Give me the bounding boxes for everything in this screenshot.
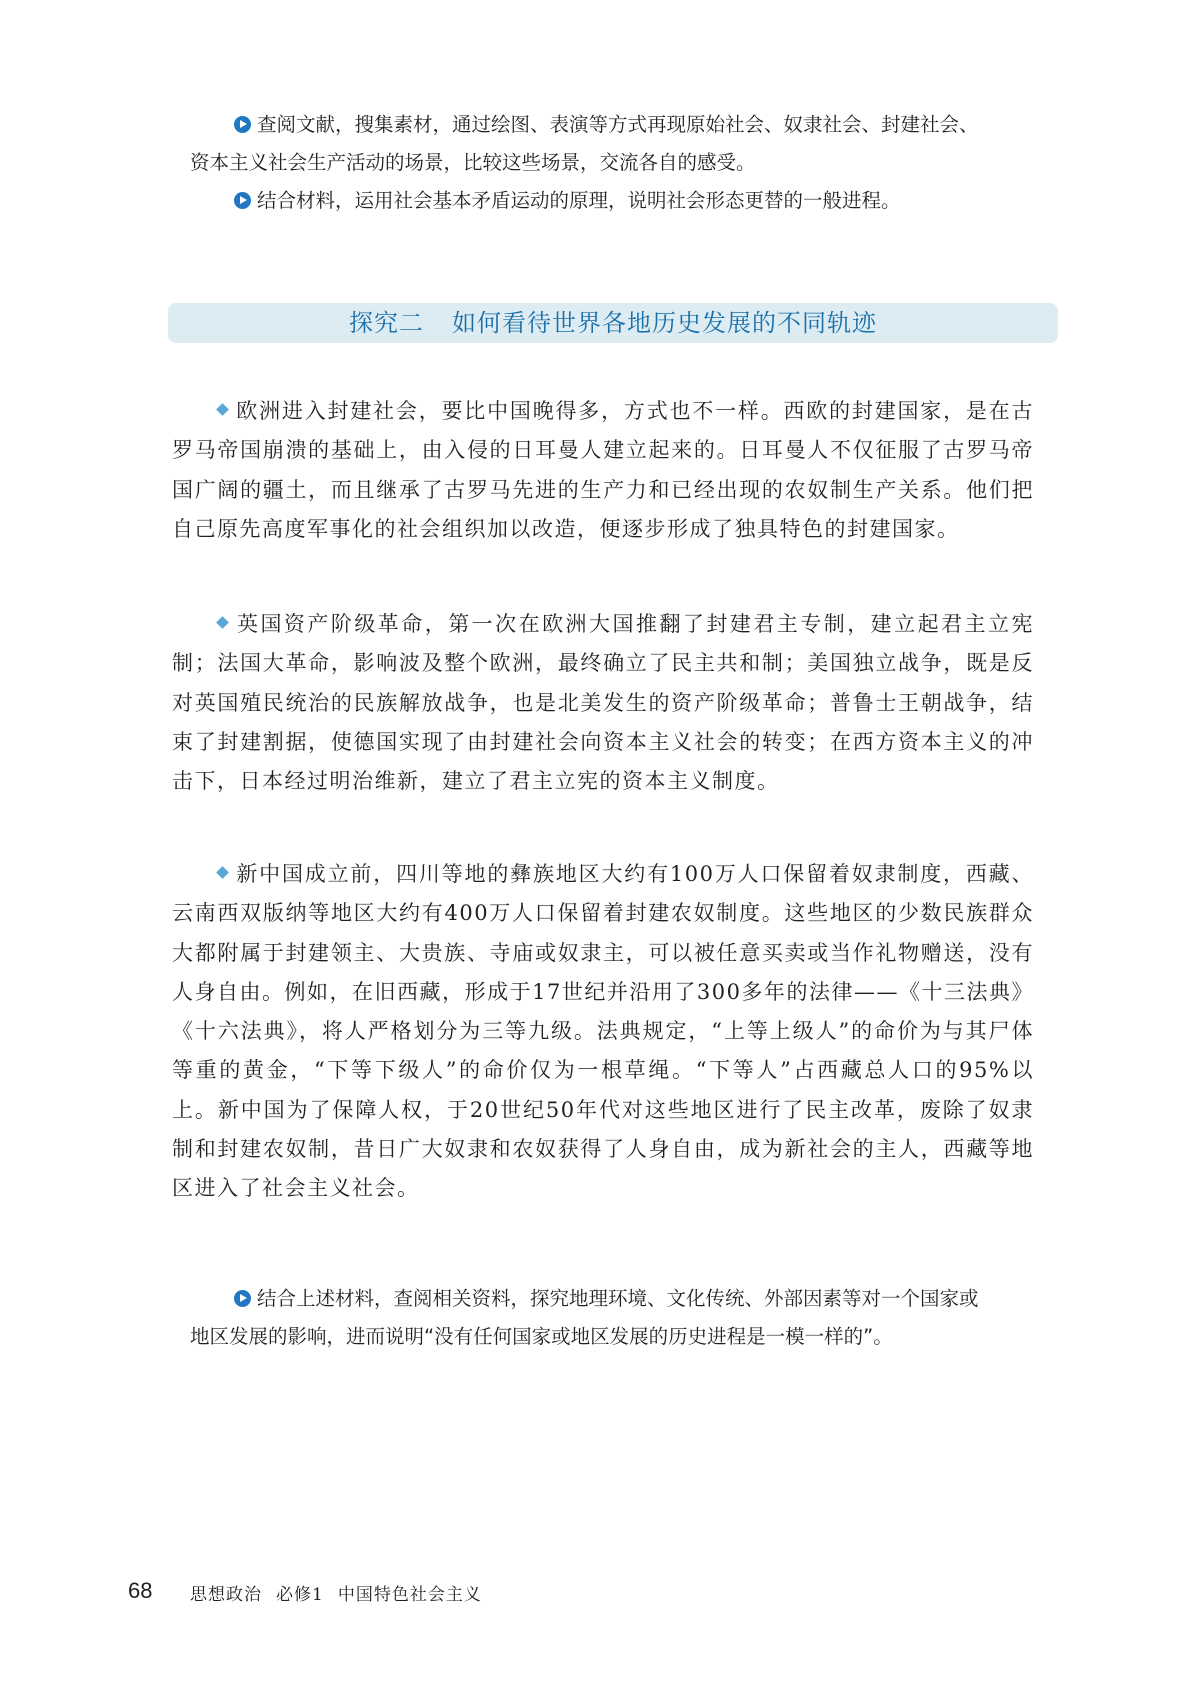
task-1-line-2: 资本主义社会生产活动的场景，比较这些场景，交流各自的感受。 [190,151,756,174]
footer-book-title: 中国特色社会主义 [337,1585,482,1605]
material-2-text: 英国资产阶级革命，第一次在欧洲大国推翻了封建君主专制，建立起君主立宪制；法国大革命，影响波及整个欧洲，最终确立了民主共和制；美国独立战争，既是反对英国殖民统治的民族解放战争，也是北美发生的资产阶级革命；普鲁士王朝战争，结束了封建割据，使德国实现了由封建社会向资本主义社会的转变；在西方资本主义的冲击下，日本经过明治维新，建立了君主立宪的资本主义制度。 [172,612,1034,794]
section-heading: 如何看待世界各地历史发展的不同轨迹 [452,309,877,337]
task-2 [190,182,1010,220]
page-number: 68 [128,1578,153,1603]
running-footer [190,1580,496,1605]
footer-subject: 思想政治 [190,1585,262,1605]
diamond-bullet-icon [216,403,229,416]
task-3 [190,1280,1010,1356]
diamond-bullet-icon [216,866,229,879]
material-3 [172,855,1034,1209]
task-1 [190,106,1010,182]
task-1-line-1: 查阅文献，搜集素材，通过绘图、表演等方式再现原始社会、奴隶社会、封建社会、 [257,113,979,136]
arrow-circle-icon [234,116,251,133]
section-label: 探究二 [349,309,424,337]
footer-volume: 必修1 [276,1585,324,1605]
section-title [168,303,1058,343]
task-3-line-1: 结合上述材料，查阅相关资料，探究地理环境、文化传统、外部因素等对一个国家或 [257,1287,979,1310]
material-1 [172,392,1034,549]
material-3-text: 新中国成立前，四川等地的彝族地区大约有100万人口保留着奴隶制度，西藏、云南西双版纳等地区大约有400万人口保留着封建农奴制度。这些地区的少数民族群众大都附属于封建领主、大贵族、寺庙或奴隶主，可以被任意买卖或当作礼物赠送，没有人身自由。例如，在旧西藏，形成于17世纪并沿用了300多年的法律——《十三法典》《十六法典》，将人严格划分为三等九级。法典规定，“上等上级人”的命价为与其尸体等重的黄金，“下等下级人”的命价仅为一根草绳。“下等人”占西藏总人口的95%以上。新中国为了保障人权，于20世纪50年代对这些地区进行了民主改革，废除了奴隶制和封建农奴制，昔日广大奴隶和农奴获得了人身自由，成为新社会的主人，西藏等地区进入了社会主义社会。 [172,862,1034,1201]
diamond-bullet-icon [216,616,229,629]
arrow-circle-icon [234,192,251,209]
arrow-circle-icon [234,1290,251,1307]
task-2-line-1: 结合材料，运用社会基本矛盾运动的原理，说明社会形态更替的一般进程。 [257,189,901,212]
material-2 [172,605,1034,801]
task-3-line-2: 地区发展的影响，进而说明“没有任何国家或地区发展的历史进程是一模一样的”。 [190,1325,893,1348]
section-header [168,303,1058,343]
material-1-text: 欧洲进入封建社会，要比中国晚得多，方式也不一样。西欧的封建国家，是在古罗马帝国崩溃的基础上，由入侵的日耳曼人建立起来的。日耳曼人不仅征服了古罗马帝国广阔的疆土，而且继承了古罗马先进的生产力和已经出现的农奴制生产关系。他们把自己原先高度军事化的社会组织加以改造，便逐步形成了独具特色的封建国家。 [172,399,1034,541]
